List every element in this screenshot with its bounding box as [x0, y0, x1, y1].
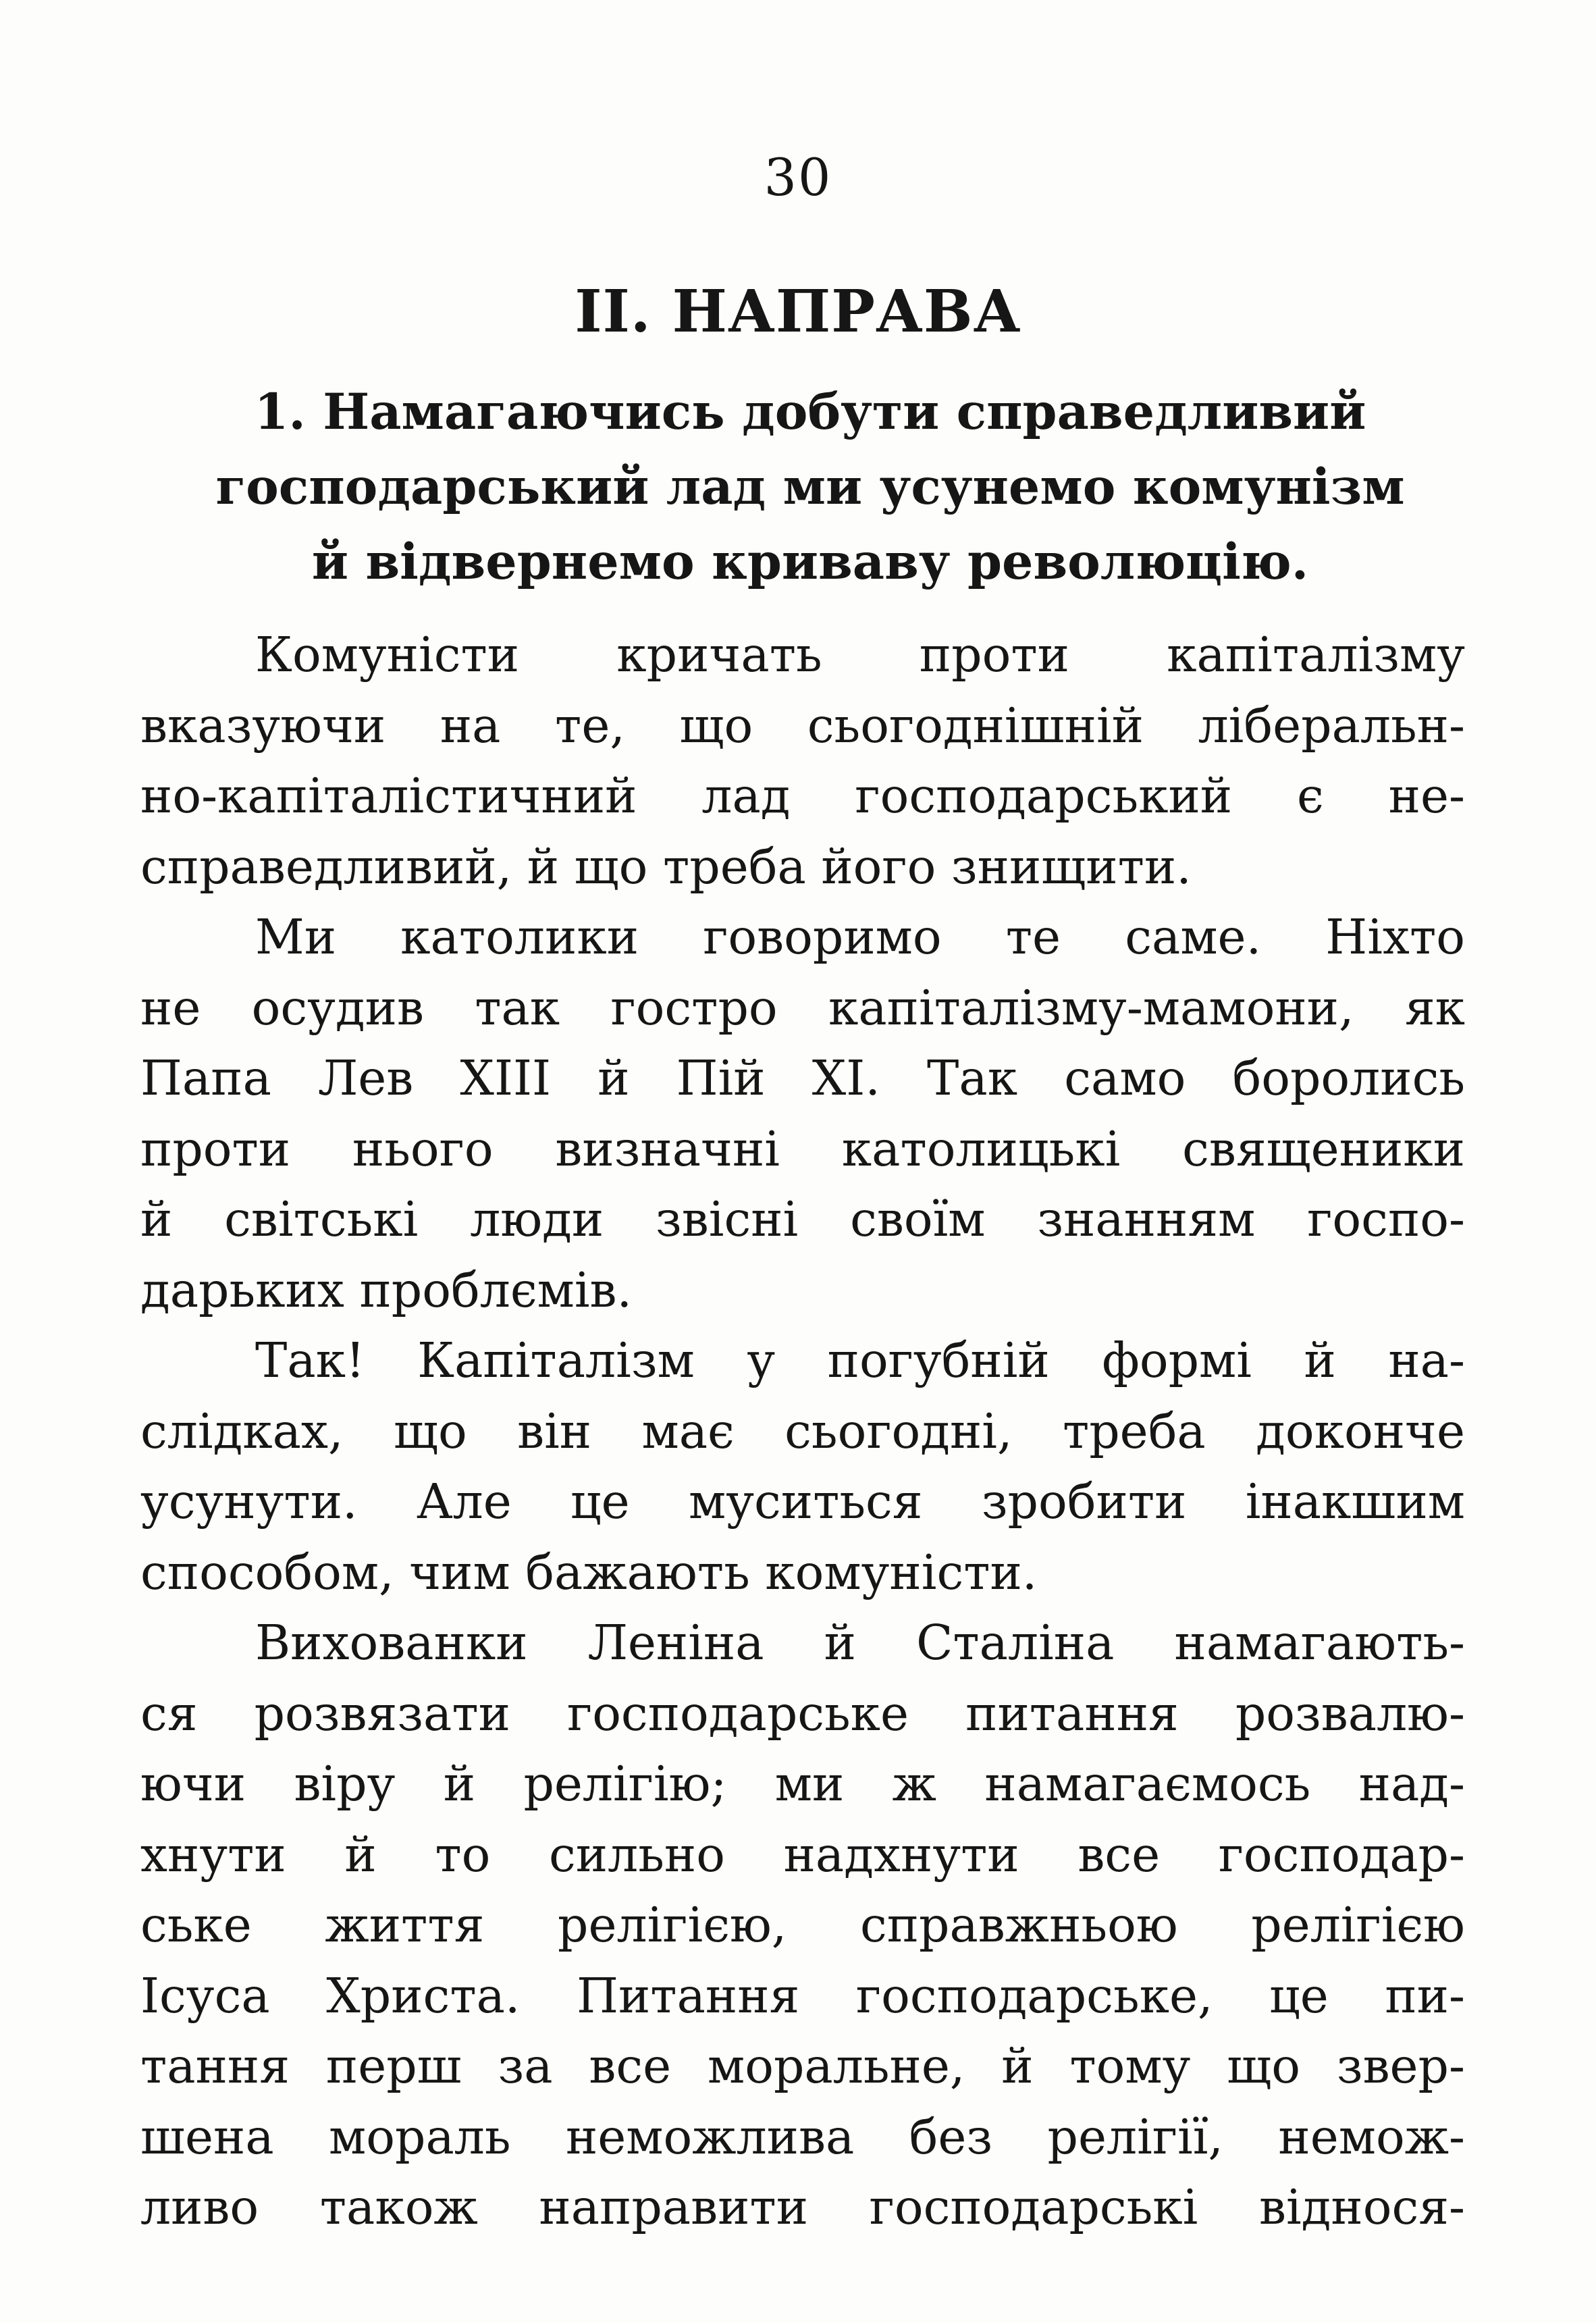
text-line: вказуючи на те, що сьогоднішній ліберальн- — [140, 697, 1465, 754]
page-number: 30 — [764, 147, 832, 207]
text-line: Ми католики говоримо те саме. Ніхто — [255, 909, 1465, 965]
text-line: ське життя релігією, справжньою релігією — [140, 1897, 1465, 1953]
body-text — [140, 620, 1465, 2243]
text-line: но-капіталістичний лад господарський є не- — [140, 768, 1465, 824]
text-line: справедливий, й що треба його знищити. — [140, 838, 1192, 895]
text-line: шена мораль неможлива без релігії, немож- — [140, 2108, 1465, 2165]
text-line: проти нього визначні католицькі священики — [140, 1120, 1465, 1177]
text-line: ся розвязати господарське питання розвалю- — [140, 1685, 1465, 1742]
text-line: Ісуса Христа. Питання господарське, це пи- — [140, 1967, 1465, 2024]
text-line: не осудив так гостро капіталізму-мамони, як — [140, 979, 1465, 1036]
text-line: ливо також направити господарські віднося- — [140, 2179, 1465, 2235]
section-heading — [189, 375, 1431, 600]
text-line: слідках, що він має сьогодні, треба доконче — [140, 1403, 1465, 1459]
text-line: ючи віру й релігію; ми ж намагаємось над- — [140, 1756, 1465, 1812]
text-line: тання перш за все моральне, й тому що звер- — [140, 2038, 1465, 2094]
text-line: усунути. Але це муситься зробити інакшим — [140, 1473, 1465, 1530]
chapter-title: II. НАПРАВА — [575, 278, 1021, 346]
text-line: способом, чим бажають комуністи. — [140, 1544, 1038, 1600]
text-line: хнути й то сильно надхнути все господар- — [140, 1826, 1465, 1883]
text-line: Папа Лев XIII й Пій XI. Так само боролись — [140, 1050, 1465, 1106]
text-line: Вихованки Леніна й Сталіна намагають- — [255, 1615, 1465, 1671]
section-heading-line: й відвернемо криваву революцію. — [311, 533, 1309, 591]
text-line: дарьких проблємів. — [140, 1261, 633, 1318]
text-line: Комуністи кричать проти капіталізму — [255, 627, 1465, 683]
text-line: й світські люди звісні своїм знанням госпо- — [140, 1191, 1465, 1247]
section-heading-line: 1. Намагаючись добути справедливий — [254, 383, 1366, 441]
section-heading-line: господарський лад ми усунемо комунізм — [215, 458, 1405, 516]
text-line: Так! Капіталізм у погубній формі й на- — [255, 1332, 1465, 1388]
